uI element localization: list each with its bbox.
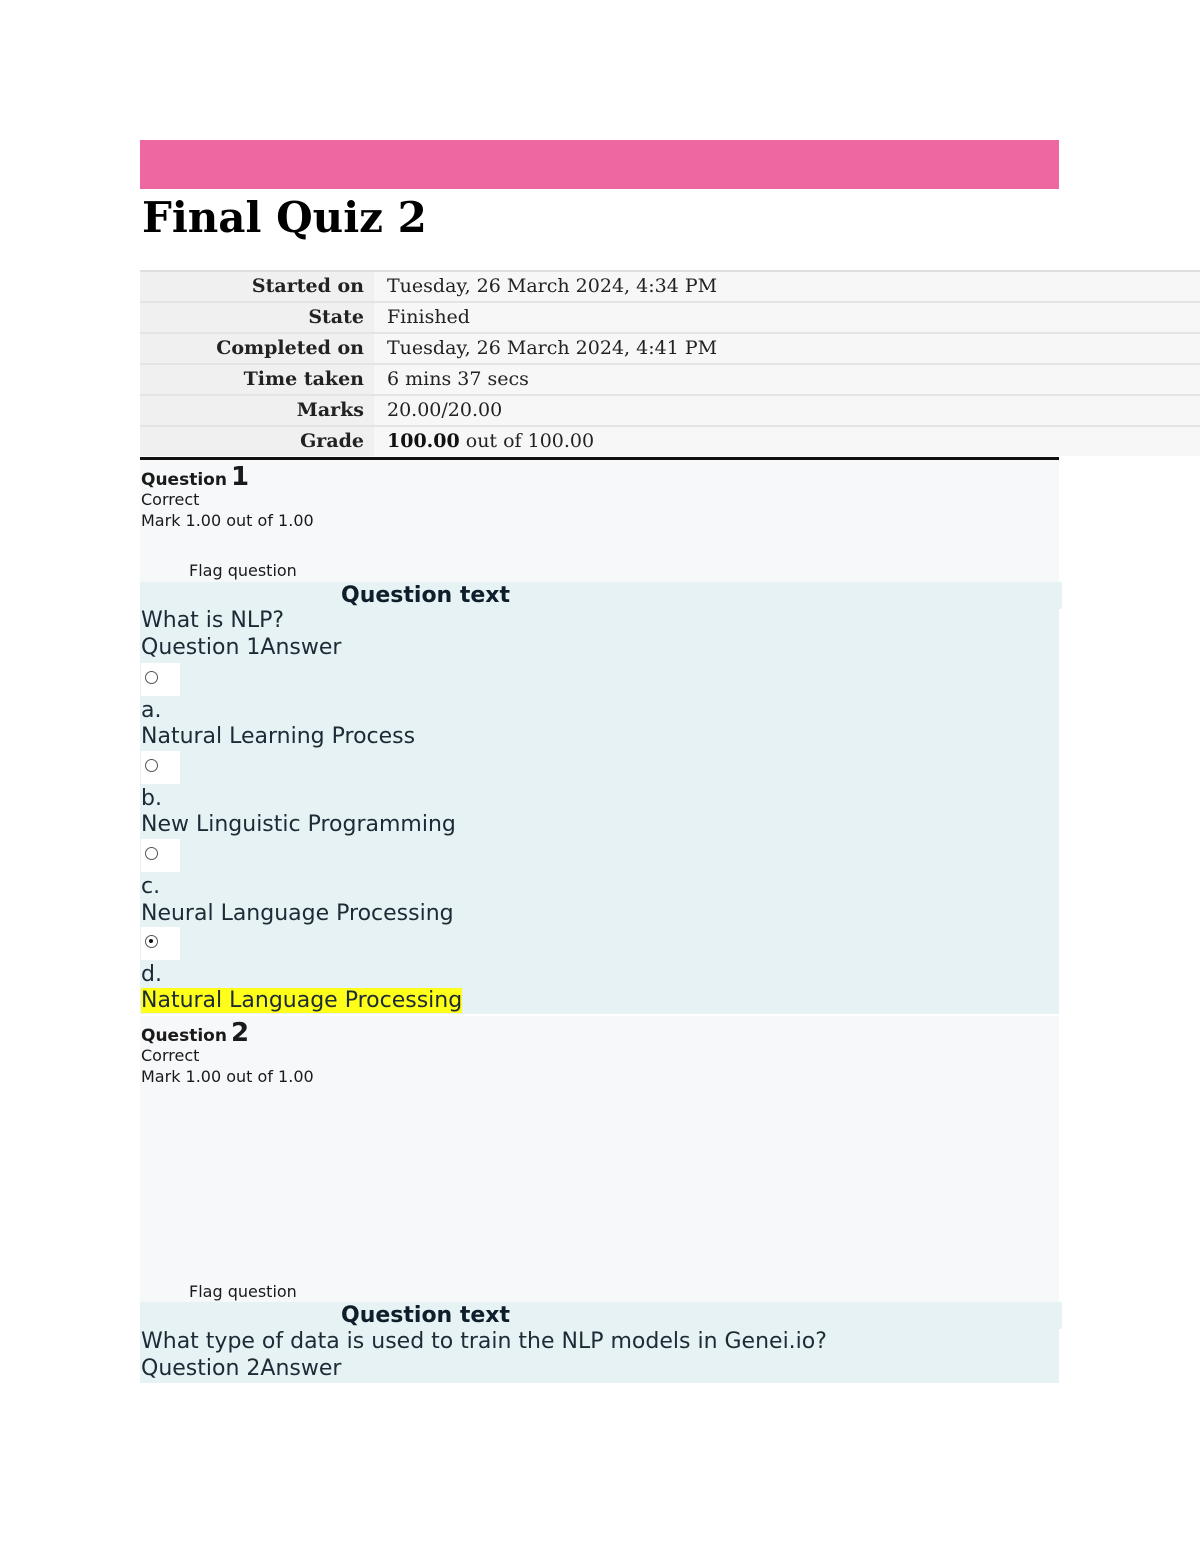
question-prefix: Question — [141, 470, 227, 490]
radio-unchecked-icon[interactable] — [145, 759, 158, 772]
question-1-content — [140, 582, 1059, 1014]
attempt-summary-table — [140, 270, 1200, 456]
summary-value: Tuesday, 26 March 2024, 4:34 PM — [374, 272, 1200, 301]
question-state: Correct — [141, 490, 200, 509]
question-number — [141, 462, 249, 492]
summary-label: Grade — [140, 427, 374, 456]
question-number-value: 1 — [230, 462, 250, 492]
question-text: What is NLP? — [141, 608, 285, 633]
summary-label: Completed on — [140, 334, 374, 363]
option-letter: a. — [141, 698, 162, 723]
option-letter: b. — [141, 786, 162, 811]
question-state: Correct — [141, 1046, 200, 1065]
option-text[interactable]: Neural Language Processing — [141, 901, 454, 926]
question-mark: Mark 1.00 out of 1.00 — [141, 1067, 314, 1086]
summary-row-completed — [140, 334, 1200, 365]
option-b-radio-box[interactable] — [141, 751, 180, 784]
header-banner — [140, 140, 1059, 189]
question-text-heading: Question text — [340, 582, 1062, 609]
grade-value — [374, 427, 1200, 456]
summary-label: Marks — [140, 396, 374, 425]
summary-label: State — [140, 303, 374, 332]
option-d-radio-box[interactable] — [141, 927, 180, 960]
summary-value: 6 mins 37 secs — [374, 365, 1200, 394]
answer-label: Question 2Answer — [141, 1356, 342, 1381]
flag-question-link[interactable]: Flag question — [189, 1282, 297, 1301]
flag-question-link[interactable]: Flag question — [189, 561, 297, 580]
summary-label: Time taken — [140, 365, 374, 394]
radio-checked-icon[interactable] — [145, 935, 158, 948]
grade-out-of: out of 100.00 — [459, 430, 595, 452]
answer-label: Question 1Answer — [141, 635, 342, 660]
option-text[interactable]: Natural Learning Process — [141, 724, 416, 749]
question-2-info — [140, 1016, 1059, 1302]
question-prefix: Question — [141, 1026, 227, 1046]
question-2-content — [140, 1302, 1059, 1383]
page-title: Final Quiz 2 — [142, 193, 427, 242]
option-letter: d. — [141, 962, 162, 987]
question-number-value: 2 — [230, 1018, 250, 1048]
summary-row-started — [140, 272, 1200, 303]
option-a-radio-box[interactable] — [141, 663, 180, 696]
summary-label: Started on — [140, 272, 374, 301]
summary-row-marks — [140, 396, 1200, 427]
question-text-heading: Question text — [340, 1302, 1062, 1329]
summary-row-time-taken — [140, 365, 1200, 396]
option-letter: c. — [141, 874, 161, 899]
summary-row-state — [140, 303, 1200, 334]
radio-unchecked-icon[interactable] — [145, 847, 158, 860]
summary-value: 20.00/20.00 — [374, 396, 1200, 425]
question-number — [141, 1018, 249, 1048]
question-mark: Mark 1.00 out of 1.00 — [141, 511, 314, 530]
radio-unchecked-icon[interactable] — [145, 671, 158, 684]
question-text: What type of data is used to train the NLP models in Genei.io? — [141, 1329, 827, 1354]
option-text[interactable]: New Linguistic Programming — [141, 812, 456, 837]
option-text-selected[interactable]: Natural Language Processing — [141, 988, 463, 1013]
summary-value: Finished — [374, 303, 1200, 332]
summary-value: Tuesday, 26 March 2024, 4:41 PM — [374, 334, 1200, 363]
question-1-info — [140, 460, 1059, 582]
summary-row-grade — [140, 427, 1200, 456]
option-c-radio-box[interactable] — [141, 839, 180, 872]
grade-score: 100.00 — [387, 430, 460, 452]
